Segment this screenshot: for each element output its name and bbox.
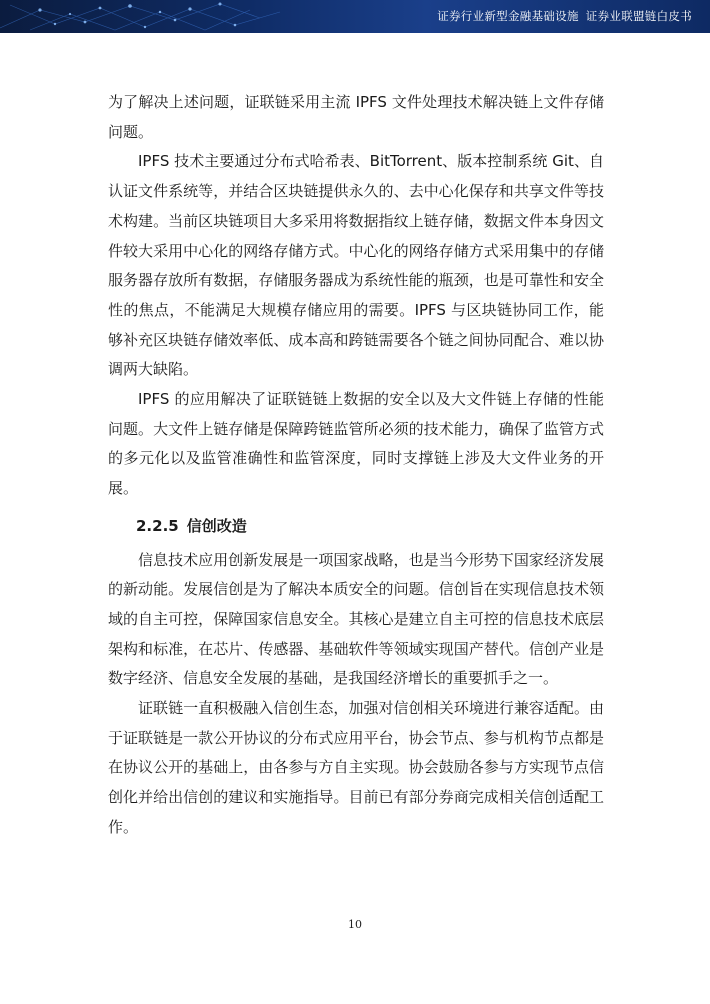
body-paragraph: IPFS 的应用解决了证联链链上数据的安全以及大文件链上存储的性能问题。大文件上链存储是保障跨链监管所必须的技术能力，确保了监管方式的多元化以及监管准确性和监管深度，同时支撑链上涉及大文件业务的开展。 xyxy=(108,390,604,498)
header-banner xyxy=(0,0,710,33)
document-body xyxy=(108,88,604,843)
body-paragraph: IPFS 技术主要通过分布式哈希表、BitTorrent、版本控制系统 Git、自认证文件系统等，并结合区块链提供永久的、去中心化保存和共享文件等技术构建。当前区块链项目大多采用将数据指纹上链存储，数据文件本身因文件较大采用中心化的网络存储方式。中心化的网络存储方式采用集中的存储服务器存放所有数据，存储服务器成为系统性能的瓶颈，也是可靠性和安全性的焦点，不能满足大规模存储应用的需要。IPFS 与区块链协同工作，能够补充区块链存储效率低、成本高和跨链需要各个链之间协同配合、难以协调两大缺陷。 xyxy=(108,152,604,379)
header-left-title: 证券行业新型金融基础设施 xyxy=(437,9,579,23)
body-paragraph: 信息技术应用创新发展是一项国家战略，也是当今形势下国家经济发展的新动能。发展信创是为了解决本质安全的问题。信创旨在实现信息技术领域的自主可控，保障国家信息安全。其核心是建立自主可控的信息技术底层架构和标准，在芯片、传感器、基础软件等领域实现国产替代。信创产业是数字经济、信息安全发展的基础，是我国经济增长的重要抓手之一。 xyxy=(108,550,604,688)
header-right-title: 证券业联盟链白皮书 xyxy=(585,9,692,23)
section-number: 2.2.5 xyxy=(136,516,179,535)
body-paragraph: 证联链一直积极融入信创生态，加强对信创相关环境进行兼容适配。由于证联链是一款公开协议的分布式应用平台，协会节点、参与机构节点都是在协议公开的基础上，由各参与方自主实现。协会鼓励各参与方实现节点信创化并给出信创的建议和实施指导。目前已有部分券商完成相关信创适配工作。 xyxy=(108,699,604,836)
body-paragraph: 为了解决上述问题，证联链采用主流 IPFS 文件处理技术解决链上文件存储问题。 xyxy=(108,93,604,141)
section-heading xyxy=(108,512,604,542)
header-title xyxy=(437,8,692,24)
page-number: 10 xyxy=(348,918,362,931)
section-title: 信创改造 xyxy=(186,516,247,535)
